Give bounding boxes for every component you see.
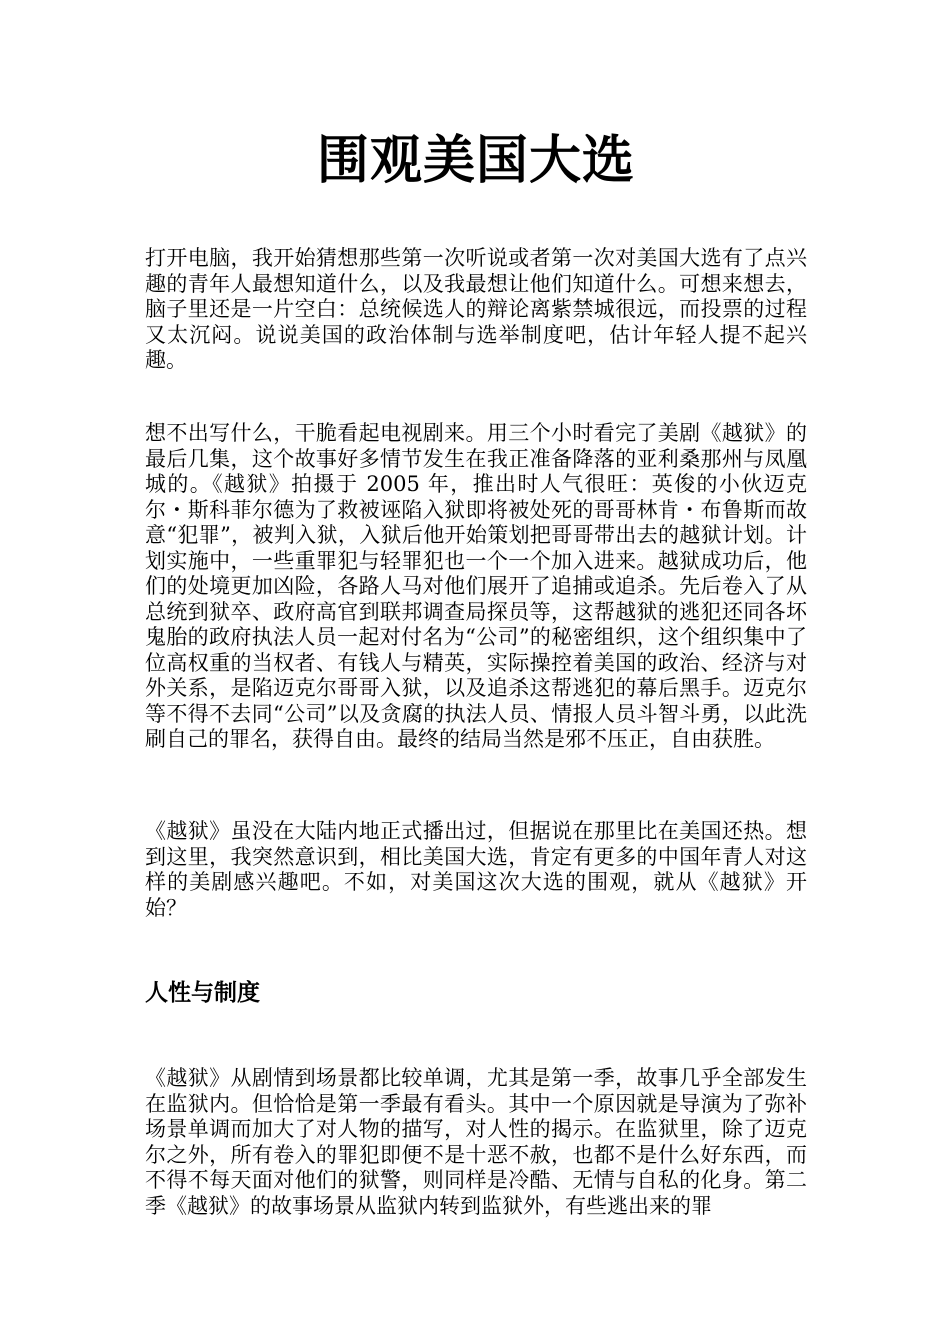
intro-paragraph: 打开电脑，我开始猜想那些第一次听说或者第一次对美国大选有了点兴趣的青年人最想知道什么，以及我最想让他们知道什么。可想来想去，脑子里还是一片空白：总统候选人的辩论离紫禁城很远，而投票的过程又太沉闷。说说美国的政治体制与选举制度吧，估计年轻人提不起兴趣。 [145,246,807,372]
transition-paragraph: 《越狱》虽没在大陆内地正式播出过，但据说在那里比在美国还热。想到这里，我突然意识到，相比美国大选，肯定有更多的中国年青人对这样的美剧感兴趣吧。不如，对美国这次大选的围观，就从《越狱》开始？ [145,819,807,920]
prison-break-summary-paragraph: 想不出写什么，干脆看起电视剧来。用三个小时看完了美剧《越狱》的最后几集，这个故事好多情节发生在我正准备降落的亚利桑那州与凤凰城的。《越狱》拍摄于 2005 年，推出时人气很旺：英俊的小伙迈克尔・斯科菲尔德为了救被诬陷入狱即将被处死的哥哥林肯・布鲁斯而故意“犯罪”，被判入狱，入狱后他开始策划把哥哥带出去的越狱计划。计划实施中，一些重罪犯与轻罪犯也一个一个加入进来。越狱成功后，他们的处境更加凶险，各路人马对他们展开了追捕或追杀。先后卷入了从总统到狱卒、政府高官到联邦调查局探员等，这帮越狱的逃犯还同各坏鬼胎的政府执法人员一起对付名为“公司”的秘密组织，这个组织集中了位高权重的当权者、有钱人与精英，实际操控着美国的政治、经济与对外关系，是陷迈克尔哥哥入狱，以及追杀这帮逃犯的幕后黑手。迈克尔等不得不去同“公司”以及贪腐的执法人员、情报人员斗智斗勇，以此洗刷自己的罪名，获得自由。最终的结局当然是邪不压正，自由获胜。 [145,421,807,751]
section-body-paragraph: 《越狱》从剧情到场景都比较单调，尤其是第一季，故事几乎全部发生在监狱内。但恰恰是第一季最有看头。其中一个原因就是导演为了弥补场景单调而加大了对人物的描写，对人性的揭示。在监狱里，除了迈克尔之外，所有卷入的罪犯即便不是十恶不赦，也都不是什么好东西，而不得不每天面对他们的狱警，则同样是冷酷、无情与自私的化身。第二季《越狱》的故事场景从监狱内转到监狱外，有些逃出来的罪 [145,1066,807,1218]
document-title: 围观美国大选 [316,131,635,191]
section-heading: 人性与制度 [145,980,260,1006]
